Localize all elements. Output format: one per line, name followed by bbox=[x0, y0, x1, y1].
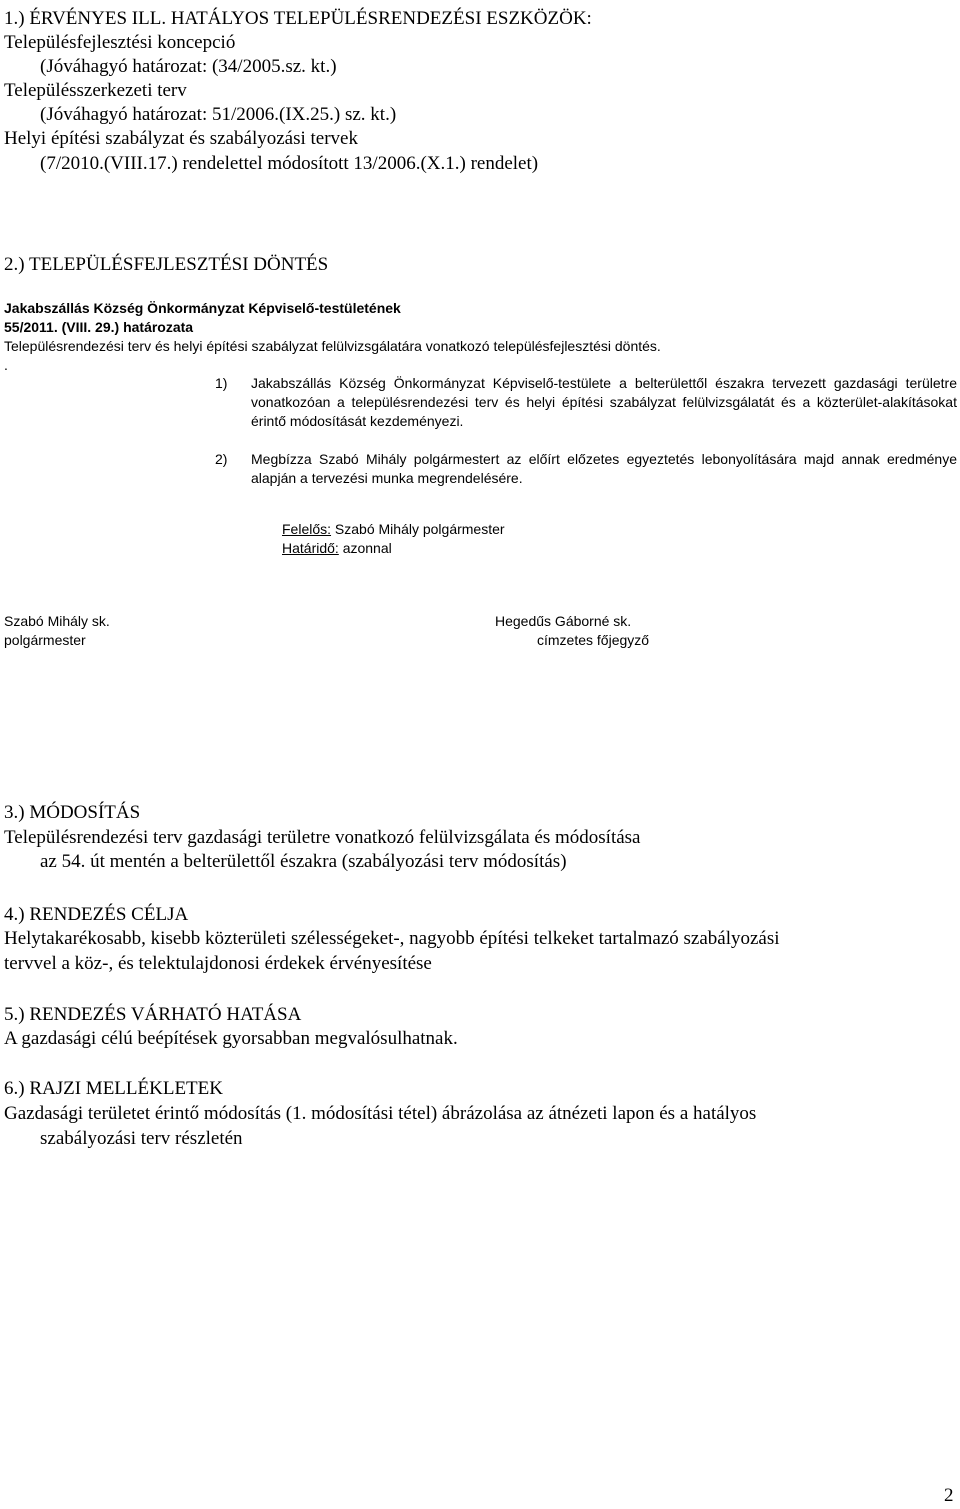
resolution-subject: Településrendezési terv és helyi építési szabályzat felülvizsgálatára vonatkozó településfejlesztési döntés. bbox=[4, 338, 661, 354]
section1-item-structure-plan: Településszerkezeti terv bbox=[4, 80, 187, 101]
responsible-value: Szabó Mihály polgármester bbox=[334, 521, 505, 537]
section5-heading: 5.) RENDEZÉS VÁRHATÓ HATÁSA bbox=[4, 1004, 302, 1025]
responsible-label: Felelős: bbox=[282, 521, 332, 537]
section6-line2: szabályozási terv részletén bbox=[40, 1128, 243, 1149]
signature-right-name: Hegedűs Gáborné sk. bbox=[495, 613, 632, 629]
page-number: 2 bbox=[944, 1485, 954, 1506]
deadline-value: azonnal bbox=[342, 540, 392, 556]
section4-heading: 4.) RENDEZÉS CÉLJA bbox=[4, 904, 189, 925]
resolution-number: 55/2011. (VIII. 29.) határozata bbox=[4, 319, 194, 335]
section1-item-structure-resolution: (Jóváhagyó határozat: 51/2006.(IX.25.) sz. kt.) bbox=[40, 104, 397, 125]
point-1-text: Jakabszállás Község Önkormányzat Képviselő-testülete a belterülettől északra tervezett gazdasági területre vonatkozóan a településrendezési terv és helyi építési szabályzat felülvizsgálatát és a közterület-alakításokat érintő módosítását kezdeményezi. bbox=[251, 375, 957, 429]
deadline-label: Határidő: bbox=[282, 540, 339, 556]
section2-heading: 2.) TELEPÜLÉSFEJLESZTÉSI DÖNTÉS bbox=[4, 254, 329, 275]
point-2-number: 2) bbox=[215, 451, 228, 467]
resolution-body-title: Jakabszállás Község Önkormányzat Képviselő-testületének bbox=[4, 300, 401, 316]
point-2-text: Megbízza Szabó Mihály polgármestert az előírt előzetes egyeztetés lebonyolítására majd annak eredménye alapján a tervezési munka megrendelésére. bbox=[251, 451, 957, 486]
section3-line2: az 54. út mentén a belterülettől északra (szabályozási terv módosítás) bbox=[40, 851, 567, 872]
section6-line1: Gazdasági területet érintő módosítás (1. módosítási tétel) ábrázolása az átnézeti lapon és a hatályos bbox=[4, 1103, 757, 1124]
section6-heading: 6.) RAJZI MELLÉKLETEK bbox=[4, 1078, 223, 1099]
section3-heading: 3.) MÓDOSÍTÁS bbox=[4, 802, 141, 823]
section1-heading: 1.) ÉRVÉNYES ILL. HATÁLYOS TELEPÜLÉSRENDEZÉSI ESZKÖZÖK: bbox=[4, 8, 592, 29]
section4-line1: Helytakarékosabb, kisebb közterületi szélességeket-, nagyobb építési telkeket tartalmazó szabályozási bbox=[4, 928, 780, 949]
point-1-number: 1) bbox=[215, 375, 228, 391]
section1-item-building-code-decree: (7/2010.(VIII.17.) rendelettel módosított 13/2006.(X.1.) rendelet) bbox=[40, 153, 539, 174]
section1-item-concept-resolution: (Jóváhagyó határozat: (34/2005.sz. kt.) bbox=[40, 56, 337, 77]
signature-right-title: címzetes főjegyző bbox=[537, 632, 650, 648]
section1-item-concept: Településfejlesztési koncepció bbox=[4, 32, 236, 53]
section1-item-building-code: Helyi építési szabályzat és szabályozási tervek bbox=[4, 128, 358, 149]
section5-line1: A gazdasági célú beépítések gyorsabban megvalósulhatnak. bbox=[4, 1028, 458, 1049]
signature-left-title: polgármester bbox=[4, 632, 86, 648]
responsible-line bbox=[282, 520, 505, 539]
section3-line1: Településrendezési terv gazdasági területre vonatkozó felülvizsgálata és módosítása bbox=[4, 827, 641, 848]
stray-dot: . bbox=[4, 357, 8, 373]
deadline-line bbox=[282, 539, 392, 558]
signature-left-name: Szabó Mihály sk. bbox=[4, 613, 110, 629]
section4-line2: tervvel a köz-, és telektulajdonosi érdekek érvényesítése bbox=[4, 953, 432, 974]
